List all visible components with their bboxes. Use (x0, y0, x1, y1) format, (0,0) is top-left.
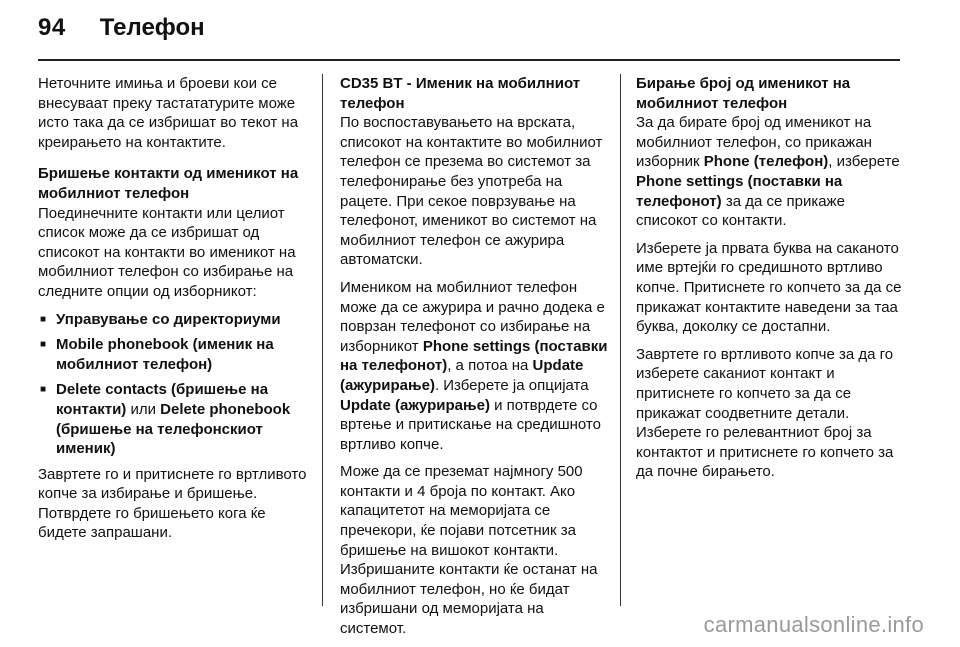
sync-paragraph: По воспоставувањето на врската, списокот на контактите во мобилниот телефон се презема во системот за телефонирање без употреба на рацете. При секое поврзување на телефонот, именикот во системот на мобилниот телефон се ажурира автоматски. (340, 114, 603, 269)
update-paragraph: Имеником на мобилниот телефон може да се ажурира и рачно додека е поврзан телефонот со избирање на изборникот Phone settings (поставки на телефонот), а потоа на Update (ажурирање). Изберете ја опцијата Update (ажурирање) и потврдете со вртење и притискање на средишното вртливо копче. (340, 278, 608, 453)
page-title: Телефон (99, 14, 205, 41)
letter-paragraph: Изберете ја првата буква на саканото име вртејќи го средишното вртливо копче. Притиснете го копчето за да се прикажат контактите наведени за таа буква, доколку се достапни. (636, 239, 902, 336)
confirm-paragraph: Завртете го и притиснете го вртливото копче за избирање и бришење. Потврдете го бришењето кога ќе бидете запрашани. (38, 465, 307, 542)
page-number: 94 (38, 14, 66, 41)
list-item: ■ Управување со директориуми (38, 310, 308, 330)
header-rule (38, 59, 900, 61)
column-divider (322, 74, 323, 606)
section-heading-delete: Бришење контакти од именикот на мобилниот телефон (38, 165, 299, 202)
column-1 (38, 74, 308, 551)
column-3 (636, 74, 906, 490)
list-item: ■ Delete contacts (бришење на контакти) или Delete phonebook (бришење на телефонскиот именик) (38, 380, 308, 458)
page-header (38, 14, 205, 54)
list-item: ■ Mobile phonebook (именик на мобилниот телефон) (38, 335, 308, 374)
column-2 (340, 74, 610, 647)
section-heading-cd35: CD35 BT - Именик на мобилниот телефон (340, 75, 581, 112)
dial-paragraph: За да бирате број од именикот на мобилниот телефон, со прикажан изборник Phone (телефон), изберете Phone settings (поставки на телефонот) за да се прикаже списокот со контакти. (636, 114, 900, 230)
capacity-paragraph: Може да се преземат најмногу 500 контакти и 4 броја по контакт. Ако капацитетот на меморијата се пречекори, ќе појави потсетник за бришење на вишокот контакти. Избришаните контакти ќе останат на мобилниот телефон, но ќе бидат избришани од меморијата на системот. (340, 463, 598, 638)
delete-paragraph: Поединечните контакти или целиот список може да се избришат од списокот на контакти во именикот на мобилниот телефон со избирање на следните опции од изборникот: (38, 204, 296, 300)
section-heading-dial: Бирање број од именикот на мобилниот телефон (636, 75, 851, 112)
intro-paragraph: Неточните имиња и броеви кои се внесуваат преку тастататурите може исто така да се избришат во текот на креирањето на контактите. (38, 75, 299, 151)
column-divider (620, 74, 621, 606)
option-list (38, 310, 308, 459)
watermark: carmanualsonline.info (703, 612, 924, 637)
select-paragraph: Завртете го вртливото копче за да го изберете саканиот контакт и притиснете го копчето за да се прикажат соодветните детали. Изберете го релевантниот број за контактот и притиснете го копчето за да почне бирањето. (636, 345, 894, 481)
